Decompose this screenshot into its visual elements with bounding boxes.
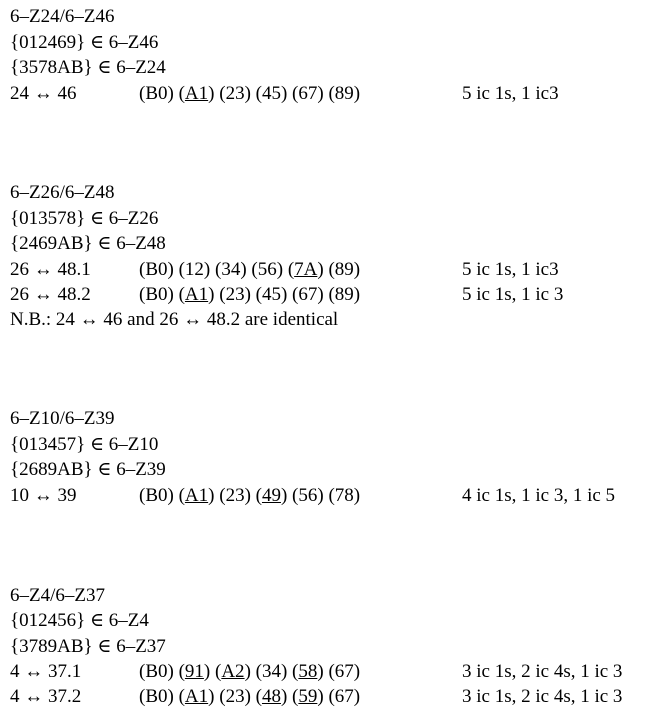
interval-class-summary: 4 ic 1s, 1 ic 3, 1 ic 5: [462, 485, 616, 506]
cycle-pair: 67: [334, 686, 354, 707]
cycle: (A1): [178, 284, 215, 305]
cycle-pair: 34: [221, 259, 241, 280]
cycle-pair: 56: [298, 485, 318, 506]
cycle-pair: A2: [221, 661, 245, 682]
cycle: (89): [328, 83, 361, 104]
cycle: (A1): [178, 83, 215, 104]
section-title: 6–Z10/6–Z39: [10, 408, 115, 429]
cycle-pair: 23: [225, 686, 245, 707]
interval-class-summary: 3 ic 1s, 2 ic 4s, 1 ic 3: [462, 661, 623, 682]
cycle: (59): [292, 686, 324, 707]
cycle: (23): [219, 485, 251, 506]
set-b-line: {3578AB} ∈ 6–Z24: [10, 57, 166, 78]
interval-class-summary: 5 ic 1s, 1 ic3: [462, 259, 559, 280]
cycle-pair: A1: [184, 83, 209, 104]
cycle-pair: A1: [184, 686, 209, 707]
cycle-list: [139, 659, 360, 684]
cycle-pair: 48: [261, 686, 281, 707]
mapping-label: 4 ↔ 37.1: [10, 661, 82, 682]
cycle-pair: B0: [145, 83, 168, 104]
cycle-pair: A1: [184, 485, 209, 506]
cycle-pair: B0: [145, 686, 168, 707]
cycle: (34): [255, 661, 288, 682]
cycle: (B0): [139, 284, 174, 305]
mapping-label: 26 ↔ 48.1: [10, 259, 91, 280]
mapping-label: 26 ↔ 48.2: [10, 284, 91, 305]
cycle-list: [139, 282, 360, 307]
cycle-pair: 89: [334, 259, 354, 280]
interval-class-summary: 5 ic 1s, 1 ic3: [462, 83, 559, 104]
cycle-pair: B0: [145, 485, 168, 506]
mapping-label: 4 ↔ 37.2: [10, 686, 82, 707]
cycle-pair: B0: [145, 284, 168, 305]
cycle: (34): [215, 259, 247, 280]
section-title: 6–Z26/6–Z48: [10, 182, 115, 203]
cycle: (7A): [287, 259, 324, 280]
cycle: (B0): [139, 686, 174, 707]
set-a-line: {013457} ∈ 6–Z10: [10, 434, 159, 455]
cycle-list: [139, 483, 360, 508]
cycle: (49): [255, 485, 288, 506]
cycle-pair: 67: [298, 83, 318, 104]
cycle-list: [139, 684, 360, 709]
cycle: (67): [292, 83, 324, 104]
cycle: (45): [255, 284, 288, 305]
cycle-pair: 23: [225, 284, 245, 305]
cycle: (56): [251, 259, 284, 280]
cycle: (A2): [215, 661, 251, 682]
cycle: (B0): [139, 259, 174, 280]
cycle: (23): [219, 83, 251, 104]
cycle: (56): [292, 485, 324, 506]
cycle: (67): [328, 686, 361, 707]
set-b-line: {2469AB} ∈ 6–Z48: [10, 233, 166, 254]
cycle-pair: 89: [334, 83, 354, 104]
cycle-pair: 56: [257, 259, 277, 280]
cycle: (B0): [139, 83, 174, 104]
cycle-pair: B0: [145, 661, 168, 682]
cycle-pair: B0: [145, 259, 168, 280]
cycle-pair: 12: [184, 259, 204, 280]
cycle: (91): [178, 661, 211, 682]
cycle-pair: 67: [298, 284, 318, 305]
cycle: (23): [219, 686, 251, 707]
cycle: (A1): [178, 485, 215, 506]
cycle: (12): [178, 259, 211, 280]
cycle-pair: 49: [261, 485, 281, 506]
cycle-pair: 23: [225, 83, 245, 104]
cycle: (58): [292, 661, 324, 682]
set-b-line: {2689AB} ∈ 6–Z39: [10, 459, 166, 480]
cycle-pair: 45: [261, 284, 281, 305]
interval-class-summary: 5 ic 1s, 1 ic 3: [462, 284, 564, 305]
cycle: (89): [328, 259, 361, 280]
cycle-pair: 78: [334, 485, 354, 506]
mapping-label: 24 ↔ 46: [10, 83, 77, 104]
cycle-pair: 34: [261, 661, 281, 682]
set-b-line: {3789AB} ∈ 6–Z37: [10, 636, 166, 657]
cycle: (48): [255, 686, 288, 707]
cycle-pair: A1: [184, 284, 209, 305]
set-a-line: {012456} ∈ 6–Z4: [10, 610, 149, 631]
cycle: (89): [328, 284, 361, 305]
cycle-pair: 45: [261, 83, 281, 104]
cycle: (A1): [178, 686, 215, 707]
section-title: 6–Z24/6–Z46: [10, 6, 115, 27]
section-title: 6–Z4/6–Z37: [10, 585, 105, 606]
cycle-pair: 7A: [294, 259, 318, 280]
cycle: (45): [255, 83, 288, 104]
cycle: (78): [328, 485, 361, 506]
cycle-pair: 23: [225, 485, 245, 506]
interval-class-summary: 3 ic 1s, 2 ic 4s, 1 ic 3: [462, 686, 623, 707]
cycle-pair: 58: [298, 661, 318, 682]
cycle-list: [139, 81, 360, 106]
set-a-line: {012469} ∈ 6–Z46: [10, 32, 159, 53]
set-a-line: {013578} ∈ 6–Z26: [10, 208, 159, 229]
cycle: (67): [328, 661, 361, 682]
cycle-list: [139, 257, 360, 282]
mapping-label: 10 ↔ 39: [10, 485, 77, 506]
cycle: (B0): [139, 485, 174, 506]
cycle-pair: 89: [334, 284, 354, 305]
cycle-pair: 59: [298, 686, 318, 707]
note-line: N.B.: 24 ↔ 46 and 26 ↔ 48.2 are identical: [10, 309, 339, 330]
cycle: (B0): [139, 661, 174, 682]
cycle-pair: 67: [334, 661, 354, 682]
cycle: (67): [292, 284, 324, 305]
cycle-pair: 91: [184, 661, 204, 682]
cycle: (23): [219, 284, 251, 305]
